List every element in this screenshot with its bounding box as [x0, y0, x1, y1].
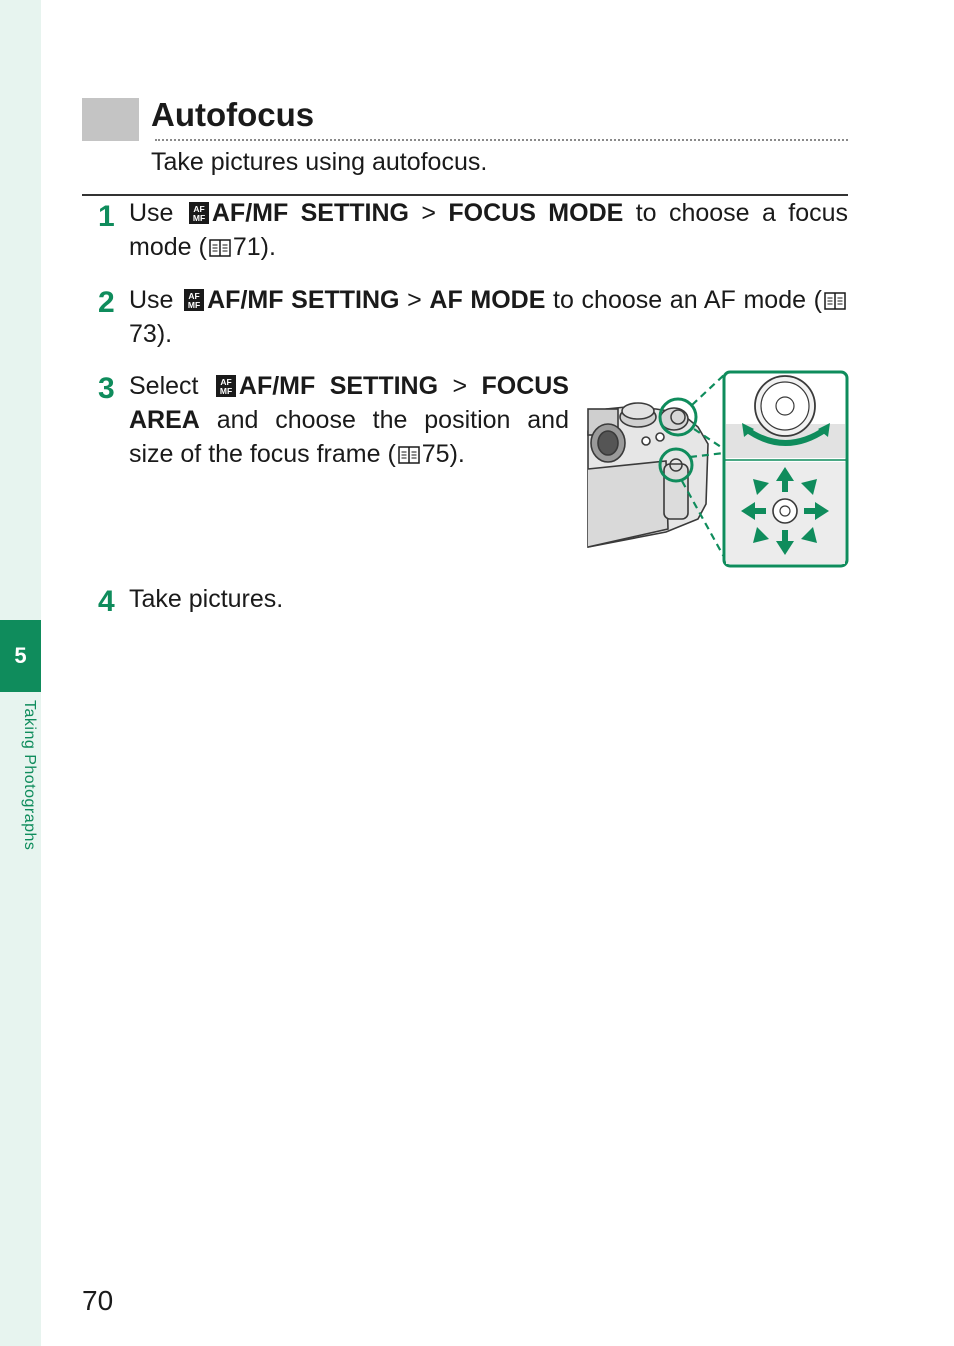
focus-lever-drawing	[726, 462, 845, 564]
af-mf-setting-icon	[189, 202, 209, 224]
step-2-end: ).	[156, 320, 173, 348]
book-page-ref-icon	[398, 446, 420, 464]
svg-text:MF: MF	[192, 213, 206, 223]
chapter-tab: 5	[0, 620, 41, 692]
step-2-desc: to choose an AF mode (	[553, 286, 822, 314]
step-2-separator: >	[407, 286, 422, 314]
svg-text:MF: MF	[219, 386, 233, 396]
step-4-text: Take pictures.	[129, 585, 284, 613]
step-1-number: 1	[98, 200, 115, 233]
step-2-text	[129, 283, 848, 351]
step-1-item: FOCUS MODE	[448, 199, 624, 227]
step-1-text	[129, 196, 848, 264]
camera-focus-lever-illustration	[586, 369, 850, 569]
step-3-separator: >	[452, 372, 468, 400]
step-1-separator: >	[421, 199, 436, 227]
svg-text:AF: AF	[193, 204, 205, 214]
title-box	[82, 98, 139, 141]
page-subtitle: Take pictures using autofocus.	[151, 148, 488, 176]
af-mf-setting-icon	[184, 289, 204, 311]
step-3-lead: Select	[129, 372, 199, 400]
svg-text:AF: AF	[188, 291, 200, 301]
step-3-menu: AF/MF SETTING	[238, 372, 439, 400]
step-1-page-ref[interactable]: 71	[232, 233, 261, 261]
page-title: Autofocus	[151, 96, 315, 133]
step-4-number: 4	[98, 585, 115, 618]
step-3-text	[129, 369, 569, 471]
book-page-ref-icon	[209, 239, 231, 257]
page-number: 70	[82, 1285, 114, 1316]
book-page-ref-icon	[824, 292, 846, 310]
step-1-desc: to choose a focus mode (	[129, 199, 849, 261]
svg-text:MF: MF	[187, 300, 201, 310]
title-dotted-rule	[155, 139, 848, 141]
step-3-number: 3	[98, 372, 115, 405]
af-mf-setting-icon	[216, 375, 236, 397]
step-3-page-ref[interactable]: 75	[421, 440, 450, 468]
step-3-end: ).	[449, 440, 465, 468]
step-2-number: 2	[98, 286, 115, 319]
step-2-page-ref[interactable]: 73	[129, 320, 157, 348]
svg-text:AF: AF	[220, 377, 232, 387]
step-1-end: ).	[260, 233, 276, 261]
step-2-menu: AF/MF SETTING	[207, 286, 400, 314]
step-2-lead: Use	[129, 286, 174, 314]
step-3-item: FOCUS AREA	[129, 372, 569, 434]
step-3-desc: and choose the position and size of the focus frame (	[129, 406, 569, 468]
step-1-menu: AF/MF SETTING	[211, 199, 409, 227]
step-1-lead: Use	[129, 199, 174, 227]
chapter-label: Taking Photographs	[21, 700, 38, 851]
step-2-item: AF MODE	[429, 286, 546, 314]
